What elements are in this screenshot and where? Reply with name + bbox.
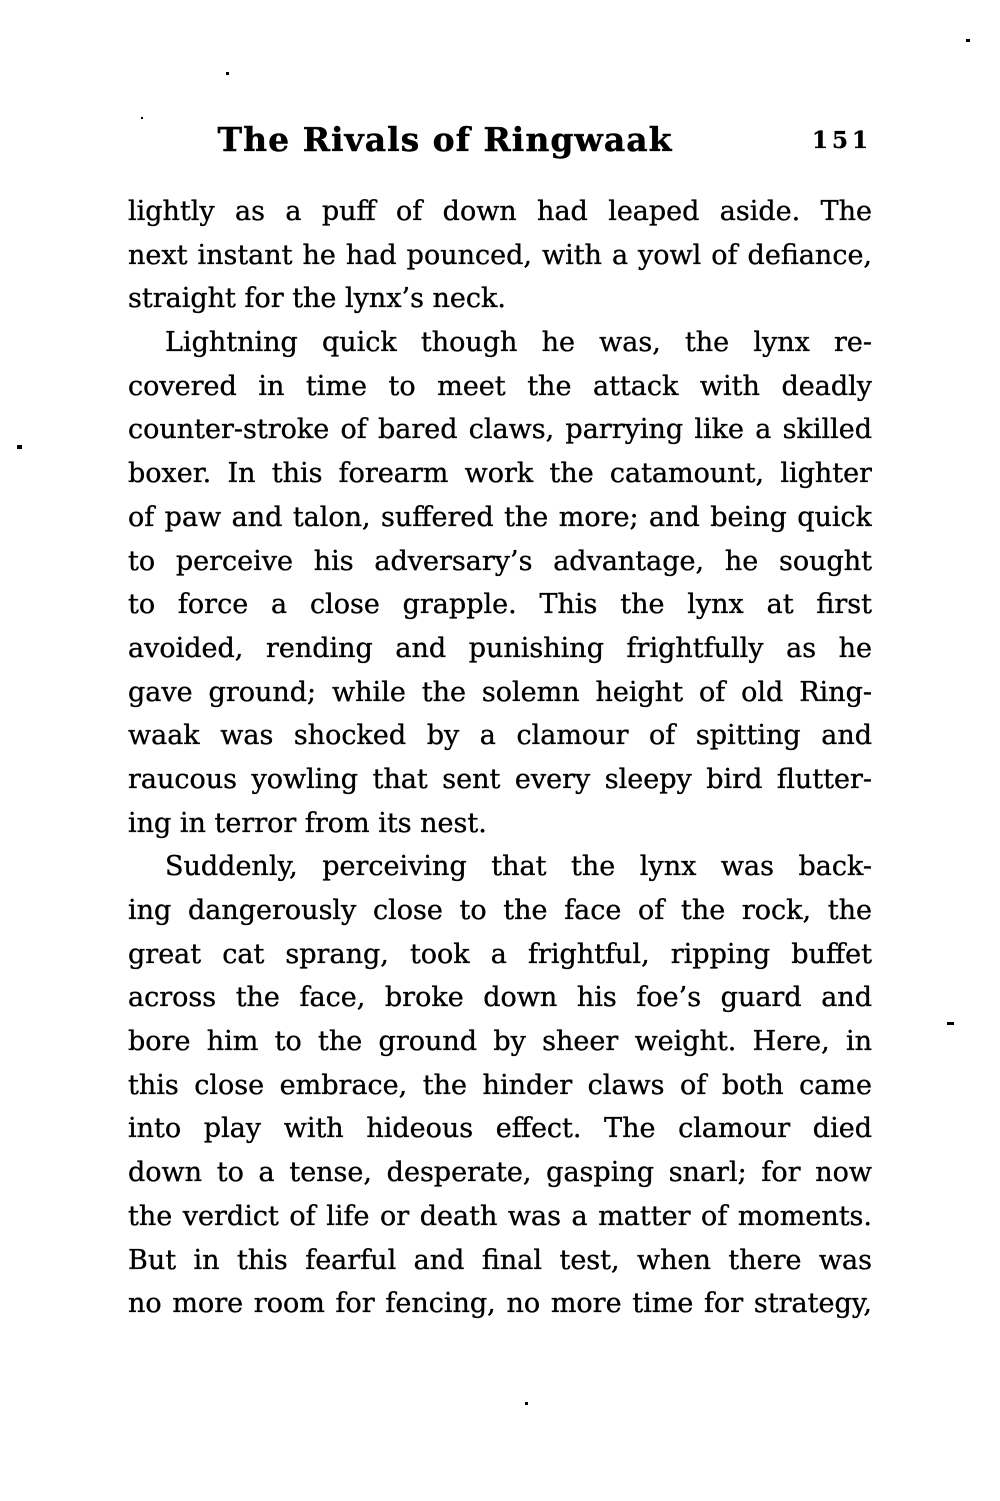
text-line: bore him to the ground by sheer weight. Here, in	[128, 1026, 872, 1058]
text-line: to force a close grapple. This the lynx at first	[128, 589, 872, 621]
scan-speck	[141, 117, 143, 119]
text-line: no more room for fencing, no more time for strategy,	[128, 1288, 872, 1320]
text-line: to perceive his adversary’s advantage, he sought	[128, 545, 872, 577]
text-line: next instant he had pounced, with a yowl of defiance,	[128, 239, 872, 271]
text-line: avoided, rending and punishing frightfully as he	[128, 632, 872, 664]
text-line: lightly as a puff of down had leaped aside. The	[128, 196, 872, 227]
text-line: into play with hideous effect. The clamour died	[128, 1113, 872, 1145]
text-line: covered in time to meet the attack with deadly	[128, 370, 872, 402]
text-line: this close embrace, the hinder claws of both came	[128, 1069, 872, 1101]
scan-speck	[17, 445, 22, 449]
page-number: 151	[811, 127, 872, 154]
scan-speck	[226, 72, 229, 75]
text-line: counter-stroke of bared claws, parrying like a skilled	[128, 414, 872, 446]
text-line: But in this fearful and final test, when there was	[128, 1244, 872, 1276]
scan-speck	[966, 39, 970, 42]
text-line: ing in terror from its nest.	[128, 807, 487, 839]
text-line: boxer. In this forearm work the catamount, lighter	[128, 458, 872, 490]
text-line: great cat sprang, took a frightful, ripping buffet	[128, 938, 872, 970]
running-header-title: The Rivals of Ringwaak	[217, 120, 673, 159]
text-line: straight for the lynx’s neck.	[128, 283, 506, 315]
text-line: waak was shocked by a clamour of spitting and	[128, 720, 872, 752]
text-line: Suddenly, perceiving that the lynx was back-	[165, 851, 872, 883]
text-line: raucous yowling that sent every sleepy bird flutter-	[128, 763, 872, 795]
text-line: Lightning quick though he was, the lynx re-	[165, 327, 872, 359]
text-line: the verdict of life or death was a matter of moments.	[128, 1200, 872, 1232]
body-text	[128, 190, 872, 1326]
running-header	[128, 120, 872, 164]
text-line: gave ground; while the solemn height of old Ring-	[128, 676, 872, 708]
text-line: of paw and talon, suffered the more; and being quick	[128, 501, 872, 533]
text-line: ing dangerously close to the face of the rock, the	[128, 895, 872, 926]
text-line: down to a tense, desperate, gasping snarl; for now	[128, 1157, 872, 1189]
scan-speck	[525, 1402, 528, 1405]
scan-speck	[947, 1022, 954, 1025]
text-line: across the face, broke down his foe’s guard and	[128, 982, 872, 1014]
